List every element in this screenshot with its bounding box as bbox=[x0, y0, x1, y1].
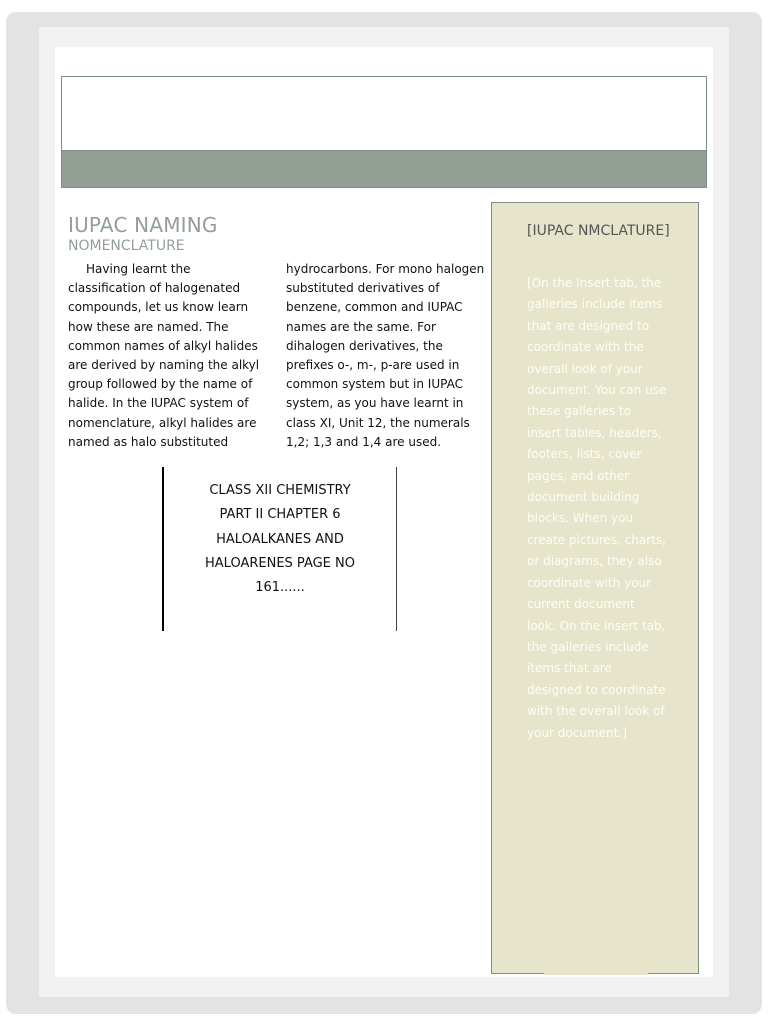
body-column-1 bbox=[68, 260, 266, 452]
body-text-column-1: Having learnt the classification of halogenated compounds, let us know learn how these are named. The common names of alkyl halides are derived by naming the alkyl group followed by the name of halide. In the IUPAC system of nomenclature, alkyl halides are named as halo substituted bbox=[68, 262, 260, 449]
page-subtitle: NOMENCLATURE bbox=[68, 238, 185, 254]
sidebar-body: [On the Insert tab, the galleries include items that are designed to coordinate with the overall look of your document. You can use these galleries to insert tables, headers, footers, lists, cover pages, and other document building blocks. When you create pictures, charts, or diagrams, they also coordinate with your current document look. On the insert tab, the galleries include items that are designed to coordinate with the overall look of your document.] bbox=[527, 276, 667, 740]
header-box bbox=[61, 76, 707, 150]
pull-quote bbox=[162, 467, 397, 631]
page-title: IUPAC NAMING bbox=[68, 213, 218, 237]
sidebar-panel bbox=[491, 202, 699, 974]
sidebar-title: [IUPAC NMCLATURE] bbox=[527, 223, 670, 239]
header-bar bbox=[61, 150, 707, 188]
pull-quote-text: CLASS XII CHEMISTRY PART II CHAPTER 6 HALOALKANES AND HALOARENES PAGE NO 161...... bbox=[205, 483, 355, 596]
body-text-column-2: hydrocarbons. For mono halogen substituted derivatives of benzene, common and IUPAC names are the same. For dihalogen derivatives, the prefixes o-, m-, p-are used in common system but in IUPAC system, as you have learnt in class XI, Unit 12, the numerals 1,2; 1,3 and 1,4 are used. bbox=[286, 262, 485, 449]
sidebar-bottom-tab bbox=[544, 967, 648, 975]
